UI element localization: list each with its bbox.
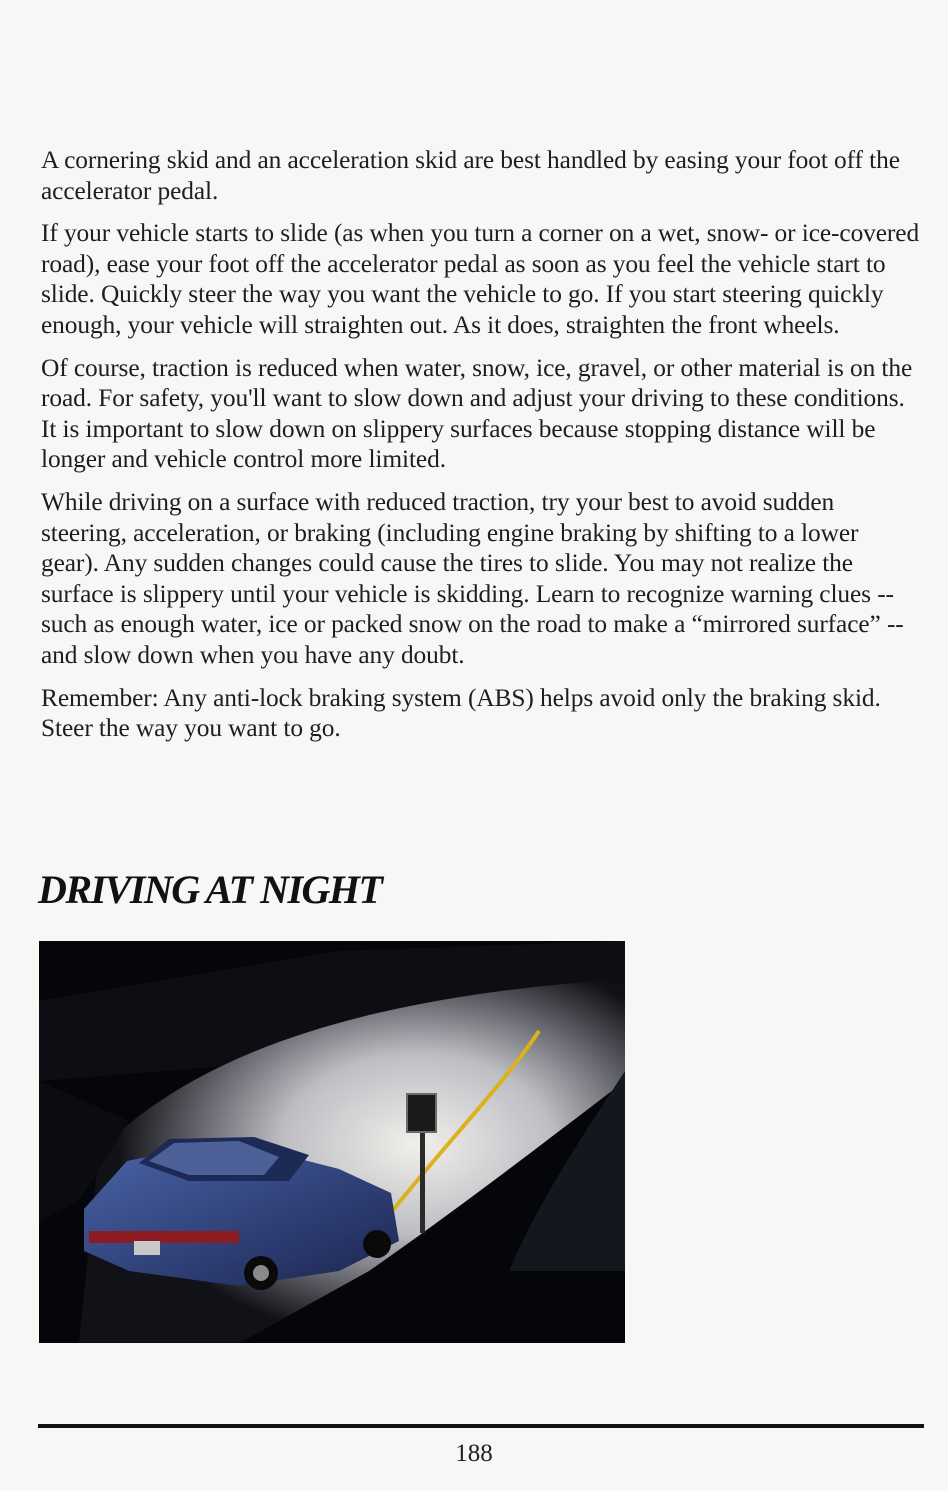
paragraph-vehicle-slide: If your vehicle starts to slide (as when you turn a corner on a wet, snow- or ice-covered road), ease your foot off the accelerator pedal as soon as you feel the vehicle start to slide. Quickly steer the way you want the vehicle to go. If you start steering quickly enough, your vehicle will straighten out. As it does, straighten the front wheels. xyxy=(41,219,920,339)
night-driving-photo xyxy=(39,941,625,1343)
paragraph-abs-reminder: Remember: Any anti-lock braking system (ABS) helps avoid only the braking skid. Steer the way you want to go. xyxy=(41,683,881,743)
paragraph-traction: Of course, traction is reduced when water, snow, ice, gravel, or other material is on the road. For safety, you'll want to slow down and adjust your driving to these conditions. It is important to slow down on slippery surfaces because stopping distance will be longer and vehicle control more limited. xyxy=(41,353,913,474)
paragraph-reduced-traction: While driving on a surface with reduced traction, try your best to avoid sudden steering, acceleration, or braking (including engine braking by shifting to a lower gear). Any sudden changes could cause the tires to slide. You may not realize the surface is slippery until your vehicle is skidding. Learn to recognize warning clues -- such as enough water, ice or packed snow on the road to make a “mirrored surface” -- and slow down when you have any doubt. xyxy=(41,487,904,669)
footer-rule xyxy=(38,1424,924,1428)
body-text xyxy=(41,145,921,756)
paragraph-cornering-skid: A cornering skid and an acceleration skid are best handled by easing your foot off the accelerator pedal. xyxy=(41,146,900,205)
night-driving-illustration xyxy=(39,941,625,1343)
section-heading: DRIVING AT NIGHT xyxy=(38,867,382,912)
road-sign xyxy=(407,1094,436,1132)
page-number: 188 xyxy=(455,1440,493,1467)
